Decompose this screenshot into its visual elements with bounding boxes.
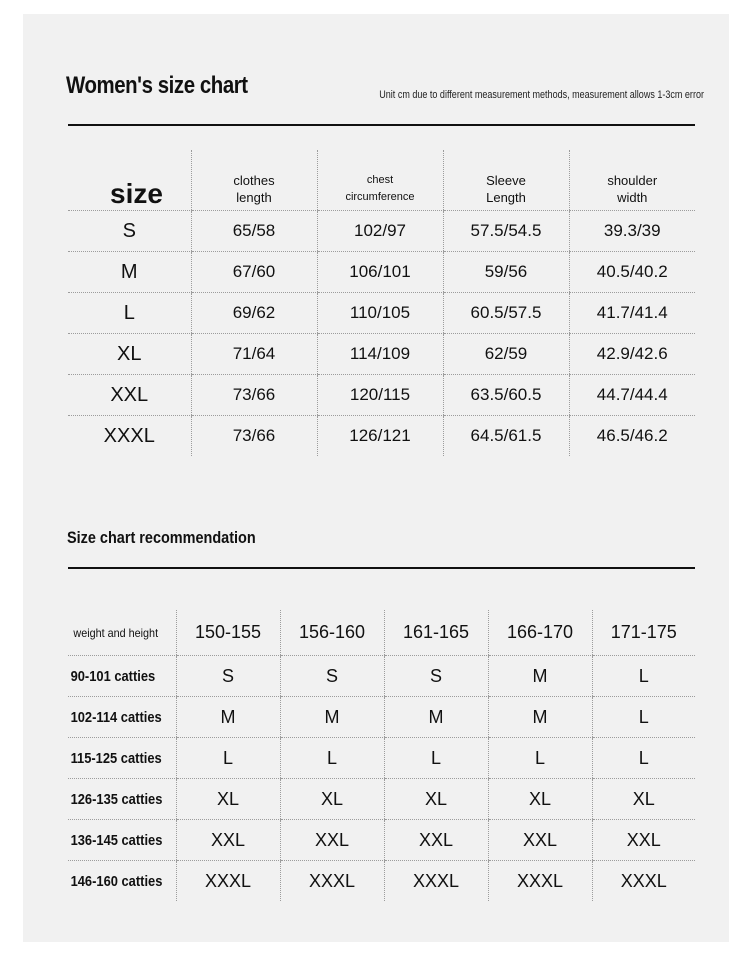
- column-header-chest-circumference: [317, 150, 443, 211]
- table-row: [68, 697, 695, 738]
- table-row: [68, 375, 695, 416]
- column-header-line: width: [617, 190, 648, 205]
- table-cell: 42.9/42.6: [569, 334, 695, 375]
- size-label: XXL: [68, 375, 191, 416]
- recommendation-title: Size chart recommendation: [67, 528, 256, 547]
- table-cell: 39.3/39: [569, 211, 695, 252]
- recommendation-divider: [68, 567, 695, 569]
- table-row: [68, 738, 695, 779]
- table-row: [68, 211, 695, 252]
- table-cell: 69/62: [191, 293, 317, 334]
- table-cell: XL: [176, 779, 280, 820]
- table-row: [68, 334, 695, 375]
- table-cell: S: [384, 656, 488, 697]
- column-header-shoulder-width: [569, 150, 695, 211]
- table-cell: XXL: [384, 820, 488, 861]
- table-cell: L: [592, 738, 695, 779]
- table-cell: M: [384, 697, 488, 738]
- table-cell: 60.5/57.5: [443, 293, 569, 334]
- table-cell: 65/58: [191, 211, 317, 252]
- size-column-header: size: [68, 150, 191, 211]
- table-cell: L: [384, 738, 488, 779]
- size-label: M: [68, 252, 191, 293]
- table-cell: 73/66: [191, 375, 317, 416]
- table-cell: XL: [488, 779, 592, 820]
- table-row: [68, 820, 695, 861]
- table-row: [68, 416, 695, 457]
- table-cell: S: [280, 656, 384, 697]
- column-header-line: chest: [366, 174, 394, 186]
- column-header-line: Sleeve: [486, 173, 526, 188]
- table-cell: 57.5/54.5: [443, 211, 569, 252]
- table-cell: XXXL: [176, 861, 280, 902]
- recommendation-table: [68, 610, 695, 901]
- table-cell: 59/56: [443, 252, 569, 293]
- table-cell: 126/121: [317, 416, 443, 457]
- weight-label: 102-114 catties: [68, 697, 161, 738]
- table-cell: 110/105: [317, 293, 443, 334]
- table-cell: 71/64: [191, 334, 317, 375]
- table-cell: XL: [592, 779, 695, 820]
- table-cell: 67/60: [191, 252, 317, 293]
- page-title: Women's size chart: [66, 72, 248, 99]
- height-header: 161-165: [384, 610, 488, 656]
- table-cell: 62/59: [443, 334, 569, 375]
- table-cell: M: [176, 697, 280, 738]
- weight-label: 126-135 catties: [68, 779, 161, 820]
- table-cell: XXL: [592, 820, 695, 861]
- table-cell: M: [488, 656, 592, 697]
- table-cell: 64.5/61.5: [443, 416, 569, 457]
- weight-label: 146-160 catties: [70, 872, 163, 890]
- weight-label: 115-125 catties: [68, 738, 161, 779]
- height-header: 156-160: [280, 610, 384, 656]
- table-row: [68, 293, 695, 334]
- table-cell: 41.7/41.4: [569, 293, 695, 334]
- table-cell: XL: [280, 779, 384, 820]
- size-label: S: [68, 211, 191, 252]
- size-table: [68, 150, 695, 456]
- table-cell: 44.7/44.4: [569, 375, 695, 416]
- title-divider: [68, 124, 695, 126]
- table-cell: 40.5/40.2: [569, 252, 695, 293]
- table-cell: XXL: [280, 820, 384, 861]
- table-cell: M: [488, 697, 592, 738]
- unit-note: Unit cm due to different measurement methods, measurement allows 1-3cm error: [379, 89, 704, 101]
- table-cell: L: [592, 697, 695, 738]
- table-row: [68, 779, 695, 820]
- table-row: [68, 252, 695, 293]
- weight-height-header: weight and height: [68, 610, 165, 656]
- table-cell: 63.5/60.5: [443, 375, 569, 416]
- table-cell: XL: [384, 779, 488, 820]
- table-cell: XXL: [176, 820, 280, 861]
- table-cell: L: [176, 738, 280, 779]
- column-header-line: Length: [486, 190, 526, 205]
- table-cell: XXXL: [592, 861, 695, 902]
- table-cell: 73/66: [191, 416, 317, 457]
- table-cell: XXXL: [280, 861, 384, 902]
- table-cell: 46.5/46.2: [569, 416, 695, 457]
- column-header-clothes-length: [191, 150, 317, 211]
- weight-label: 90-101 catties: [68, 656, 161, 697]
- table-cell: L: [592, 656, 695, 697]
- column-header-line: circumference: [345, 191, 415, 203]
- size-label: L: [68, 293, 191, 334]
- table-cell: 106/101: [317, 252, 443, 293]
- table-cell: XXXL: [384, 861, 488, 902]
- table-cell: L: [280, 738, 384, 779]
- height-header: 171-175: [592, 610, 695, 656]
- recommendation-header: [68, 610, 695, 656]
- table-cell: M: [280, 697, 384, 738]
- size-label: XXXL: [103, 424, 155, 447]
- table-cell: S: [176, 656, 280, 697]
- table-cell: XXL: [488, 820, 592, 861]
- height-header: 150-155: [176, 610, 280, 656]
- table-row: [68, 656, 695, 697]
- weight-label: 136-145 catties: [68, 820, 161, 861]
- table-row: [68, 861, 695, 902]
- table-cell: XXXL: [488, 861, 592, 902]
- column-header-line: clothes: [233, 173, 275, 188]
- height-header: 166-170: [488, 610, 592, 656]
- table-cell: 120/115: [317, 375, 443, 416]
- table-cell: L: [488, 738, 592, 779]
- size-label: XL: [68, 334, 191, 375]
- table-cell: 114/109: [317, 334, 443, 375]
- table-cell: 102/97: [317, 211, 443, 252]
- column-header-line: length: [236, 190, 272, 205]
- column-header-sleeve-length: [443, 150, 569, 211]
- size-table-header: [68, 150, 695, 211]
- column-header-line: shoulder: [607, 173, 658, 188]
